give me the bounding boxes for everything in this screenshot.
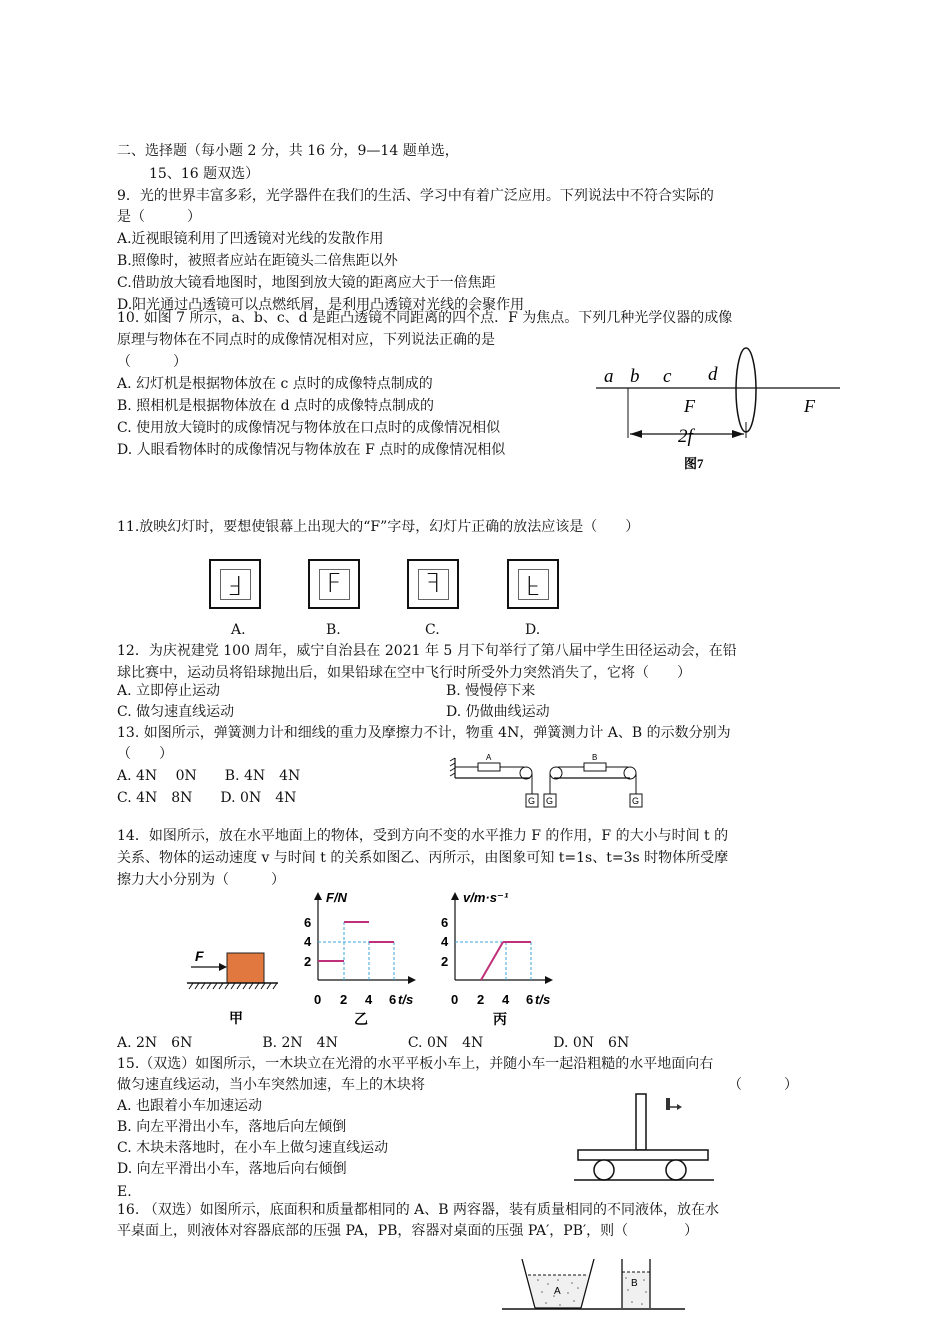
q11-stem: 11.放映幻灯时，要想使银幕上出现大的“F”字母，幻灯片正确的放法应该是（ ） (117, 519, 640, 535)
xtick-6: 6 (389, 992, 397, 1007)
motion-indicator-icon (666, 1098, 670, 1110)
figure-jia (183, 945, 283, 1027)
figure-bing-caption: 丙 (493, 1011, 507, 1027)
force-axis-label: F/N (326, 890, 347, 905)
slide-label-b: B. (326, 622, 341, 638)
convex-lens (736, 348, 756, 432)
q15-option-b: B. 向左平滑出小车，落地后向左倾倒 (117, 1119, 347, 1135)
q14-options: A. 2N 6N B. 2N 4N C. 0N 4N D. 0N 6N (117, 1035, 630, 1051)
q12-option-a: A. 立即停止运动 (117, 683, 221, 699)
xtick-0-v: 0 (451, 992, 459, 1007)
xtick-6-v: 6 (526, 992, 534, 1007)
q9-stem: 9．光的世界丰富多彩，光学器件在我们的生活、学习中有着广泛应用。下列说法中不符合实际的 (117, 188, 714, 204)
xtick-2-v: 2 (477, 992, 485, 1007)
q13-options-row2: C. 4N 8N D. 0N 4N (117, 790, 297, 806)
figure-jia-caption: 甲 (229, 1010, 243, 1026)
container-b-label: B (631, 1278, 638, 1289)
slide-label-d: D. (525, 622, 541, 638)
q9-option-d: D.阳光通过凸透镜可以点燃纸屑，是利用凸透镜对光线的会聚作用 (117, 297, 525, 313)
ytick-4: 4 (304, 934, 312, 949)
spring-label-b: B (592, 753, 598, 762)
xtick-0: 0 (314, 992, 322, 1007)
figure-7-caption: 图7 (684, 456, 704, 471)
q14-stem-cont: 关系、物体的运动速度 v 与时间 t 的关系如图乙、丙所示，由图象可知 t=1s、t=3s 时物体所受摩 (117, 850, 729, 866)
cart-figure (574, 1090, 714, 1182)
section-title-cont: 15、16 题双选） (149, 166, 260, 182)
q14-stem-cont2: 擦力大小分别为（ ） (117, 872, 285, 888)
q15-answer-paren: （ ） (728, 1077, 798, 1093)
q9-option-b: B.照像时，被照者应站在距镜头二倍焦距以外 (117, 253, 398, 269)
q10-option-b: B. 照相机是根据物体放在 d 点时的成像特点制成的 (117, 398, 435, 414)
q10-option-c: C. 使用放大镜时的成像情况与物体放在口点时的成像情况相似 (117, 420, 501, 436)
q15-option-e: E. (117, 1184, 132, 1200)
point-c-label: c (663, 366, 672, 387)
slide-option-b (308, 559, 360, 609)
q15-option-a: A. 也跟着小车加速运动 (117, 1098, 263, 1114)
weight-label-3: G (632, 796, 640, 806)
q12-stem: 12．为庆祝建党 100 周年，威宁自治县在 2021 年 5 月下旬举行了第八届中学生田径运动会，在铅 (117, 643, 737, 659)
q15-option-c: C. 木块未落地时，在小车上做匀速直线运动 (117, 1140, 389, 1156)
q15-option-d: D. 向左平滑出小车，落地后向右倾倒 (117, 1161, 347, 1177)
q10-stem-cont: 原理与物体在不同点时的成像情况相对应，下列说法正确的是 (117, 332, 495, 348)
focus-label-right: F (804, 396, 815, 416)
q13-stem-cont: （ ） (117, 746, 173, 762)
section-title: 二、选择题（每小题 2 分，共 16 分，9—14 题单选， (117, 143, 459, 159)
slide-label-a: A. (231, 622, 246, 638)
figure-yi-force-chart (300, 888, 420, 1028)
q15-stem-cont: 做匀速直线运动，当小车突然加速，车上的木块将 (117, 1077, 425, 1093)
weight-label-2: G (546, 796, 554, 806)
container-a-label: A (554, 1286, 561, 1297)
figure-bing-velocity-chart (437, 888, 567, 1028)
time-axis-label: t/s (398, 992, 414, 1007)
ytick-6-v: 6 (441, 915, 449, 930)
cart-board (578, 1150, 708, 1160)
wood-block (636, 1094, 646, 1150)
weight-label-1: G (528, 796, 536, 806)
point-d-label: d (708, 364, 718, 385)
slide-letter-c: F (425, 569, 441, 599)
spring-scale-figure (446, 750, 646, 812)
time-axis-label-2: t/s (535, 992, 551, 1007)
q9-option-c: C.借助放大镜看地图时，地图到放大镜的距离应大于一倍焦距 (117, 275, 496, 291)
xtick-4-v: 4 (502, 992, 510, 1007)
q9-option-a: A.近视眼镜利用了凹透镜对光线的发散作用 (117, 231, 384, 247)
q10-stem-paren: （ ） (117, 354, 187, 370)
point-b-label: b (630, 366, 640, 387)
q12-option-c: C. 做匀速直线运动 (117, 704, 235, 720)
cart-wheel-right (666, 1160, 686, 1180)
q12-stem-cont: 球比赛中，运动员将铅球抛出后，如果铅球在空中飞行时所受外力突然消失了，它将（ ） (117, 665, 691, 681)
slide-option-a (209, 559, 261, 609)
point-a-label: a (604, 366, 614, 387)
ytick-4-v: 4 (441, 934, 449, 949)
q16-stem-cont: 平桌面上，则液体对容器底部的压强 PA，PB，容器对桌面的压强 PA′，PB′，则（ ） (117, 1223, 699, 1239)
velocity-axis-label: v/m·s⁻¹ (463, 890, 509, 905)
slide-letter-d: F (525, 569, 541, 599)
q12-option-d: D. 仍做曲线运动 (446, 704, 550, 720)
slide-letter-b: F (326, 569, 342, 599)
ytick-6: 6 (304, 915, 312, 930)
force-label: F (195, 948, 204, 964)
q9-stem-cont: 是（ ） (117, 209, 201, 225)
spring-label-a: A (486, 753, 492, 762)
cart-wheel-left (594, 1160, 614, 1180)
lens-figure (590, 342, 845, 474)
ytick-2-v: 2 (441, 954, 449, 969)
ytick-2: 2 (304, 954, 312, 969)
slide-option-d (507, 559, 559, 609)
xtick-4: 4 (365, 992, 373, 1007)
q10-option-a: A. 幻灯机是根据物体放在 c 点时的成像特点制成的 (117, 376, 433, 392)
spring-scale-b (584, 763, 606, 771)
q14-stem: 14．如图所示，放在水平地面上的物体，受到方向不变的水平推力 F 的作用，F 的大小与时间 t 的 (117, 828, 729, 844)
slide-label-c: C. (425, 622, 440, 638)
figure-yi-caption: 乙 (354, 1011, 368, 1027)
force-arrow (219, 963, 227, 971)
focus-label-left: F (684, 396, 695, 416)
two-f-label: 2f (678, 426, 693, 447)
block (227, 953, 264, 983)
q12-option-b: B. 慢慢停下来 (446, 683, 536, 699)
q13-stem: 13. 如图所示，弹簧测力计和细线的重力及摩擦力不计，物重 4N，弹簧测力计 A、B 的示数分别为 (117, 725, 731, 741)
velocity-ramp-2-4s (481, 942, 503, 980)
q10-stem: 10. 如图 7 所示，a、b、c、d 是距凸透镜不同距离的四个点．F 为焦点。下列几种光学仪器的成像 (117, 310, 733, 326)
containers-figure (500, 1256, 690, 1312)
q10-option-d: D. 人眼看物体时的成像情况与物体放在 F 点时的成像情况相似 (117, 442, 506, 458)
q16-stem: 16. （双选）如图所示，底面积和质量都相同的 A、B 两容器，装有质量相同的不同液体，放在水 (117, 1202, 720, 1218)
spring-scale-a (478, 763, 500, 771)
slide-letter-a: F (227, 569, 243, 599)
q15-stem: 15.（双选）如图所示，一木块立在光滑的水平平板小车上，并随小车一起沿粗糙的水平地面向右 (117, 1056, 714, 1072)
q13-options-row1: A. 4N 0N B. 4N 4N (117, 768, 301, 784)
xtick-2: 2 (340, 992, 348, 1007)
slide-option-c (407, 559, 459, 609)
